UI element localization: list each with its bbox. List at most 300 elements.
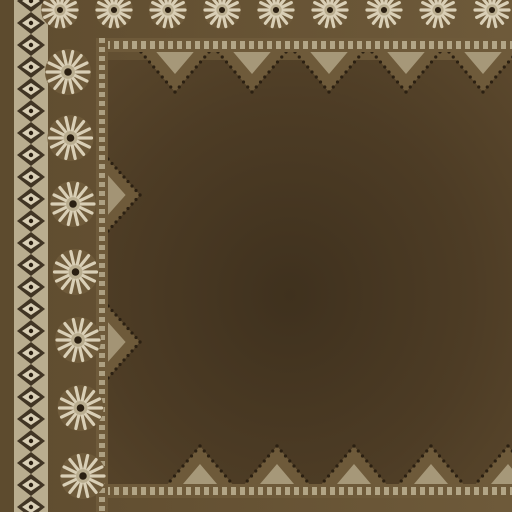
tooth-dot bbox=[442, 459, 445, 462]
tooth-dot bbox=[456, 60, 459, 63]
tooth-dot bbox=[464, 70, 467, 73]
stripe-stitch bbox=[99, 227, 105, 232]
stripe-stitch bbox=[99, 119, 105, 124]
tooth-dot bbox=[392, 75, 395, 78]
side-tooth-dot bbox=[130, 331, 133, 334]
stripe-stitch bbox=[99, 101, 105, 106]
stripe-stitch bbox=[348, 41, 353, 49]
side-tooth-dot bbox=[138, 340, 141, 343]
tooth-dot bbox=[489, 464, 492, 467]
tooth-dot bbox=[430, 60, 433, 63]
tooth-dot bbox=[173, 90, 176, 93]
stripe-stitch bbox=[474, 487, 479, 495]
tooth-dot bbox=[250, 90, 253, 93]
tooth-dot bbox=[340, 459, 343, 462]
tooth-dot bbox=[460, 65, 463, 68]
tooth-dot bbox=[349, 65, 352, 68]
tooth-dot bbox=[190, 454, 193, 457]
stripe-stitch bbox=[99, 506, 105, 511]
rosette-center bbox=[381, 7, 387, 13]
side-tooth-dot bbox=[126, 354, 129, 357]
tooth-dot bbox=[485, 469, 488, 472]
tooth-dot bbox=[148, 60, 151, 63]
rosette-center bbox=[219, 7, 225, 13]
tooth-dot bbox=[272, 65, 275, 68]
lattice-dot bbox=[29, 21, 33, 25]
stripe-stitch bbox=[99, 497, 105, 502]
side-tooth-dot bbox=[134, 345, 137, 348]
tooth-dot bbox=[229, 65, 232, 68]
rosette-center bbox=[489, 7, 495, 13]
tooth-dot bbox=[173, 474, 176, 477]
tooth-dot bbox=[434, 449, 437, 452]
side-tooth-dot bbox=[110, 309, 113, 312]
stripe-stitch bbox=[303, 487, 308, 495]
stripe-stitch bbox=[168, 487, 173, 495]
tooth-dot bbox=[297, 469, 300, 472]
side-tooth-dot bbox=[130, 202, 133, 205]
tooth-dot bbox=[199, 60, 202, 63]
tooth-dot bbox=[396, 80, 399, 83]
tooth-dot bbox=[353, 60, 356, 63]
stripe-stitch bbox=[393, 487, 398, 495]
rosette-center bbox=[435, 7, 441, 13]
tooth-dot bbox=[225, 60, 228, 63]
side-tooth-dot bbox=[118, 363, 121, 366]
tooth-dot bbox=[178, 85, 181, 88]
stripe-stitch bbox=[420, 487, 425, 495]
stripe-stitch bbox=[420, 41, 425, 49]
rosette-center bbox=[77, 404, 85, 412]
tooth-dot bbox=[319, 80, 322, 83]
stripe-stitch bbox=[312, 41, 317, 49]
tooth-dot bbox=[220, 469, 223, 472]
stripe-stitch bbox=[393, 41, 398, 49]
tooth-dot bbox=[382, 479, 385, 482]
tooth-dot bbox=[387, 70, 390, 73]
tooth-dot bbox=[280, 449, 283, 452]
stripe-stitch bbox=[222, 41, 227, 49]
lattice-dot bbox=[29, 219, 33, 223]
tooth-dot bbox=[459, 479, 462, 482]
tooth-dot bbox=[246, 479, 249, 482]
tooth-dot bbox=[228, 479, 231, 482]
tooth-dot bbox=[383, 65, 386, 68]
stripe-stitch bbox=[99, 92, 105, 97]
side-tooth-dot bbox=[134, 189, 137, 192]
stripe-stitch bbox=[99, 443, 105, 448]
rosette-center bbox=[74, 336, 82, 344]
stripe-stitch bbox=[99, 200, 105, 205]
tooth-dot bbox=[258, 464, 261, 467]
stripe-stitch bbox=[99, 182, 105, 187]
tooth-dot bbox=[335, 464, 338, 467]
stripe-stitch bbox=[99, 254, 105, 259]
tooth-dot bbox=[301, 474, 304, 477]
tooth-dot bbox=[378, 474, 381, 477]
tooth-dot bbox=[280, 55, 283, 58]
stripe-stitch bbox=[99, 299, 105, 304]
tooth-dot bbox=[238, 75, 241, 78]
stripe-stitch bbox=[357, 41, 362, 49]
stripe-stitch bbox=[99, 425, 105, 430]
stripe-stitch bbox=[330, 487, 335, 495]
stripe-stitch bbox=[348, 487, 353, 495]
stripe-stitch bbox=[186, 487, 191, 495]
tooth-dot bbox=[182, 80, 185, 83]
stripe-stitch bbox=[99, 83, 105, 88]
stripe-stitch bbox=[384, 487, 389, 495]
stripe-stitch bbox=[456, 41, 461, 49]
stripe-stitch bbox=[204, 41, 209, 49]
stripe-stitch bbox=[204, 487, 209, 495]
tooth-dot bbox=[165, 80, 168, 83]
tooth-dot bbox=[365, 459, 368, 462]
stripe-stitch bbox=[141, 487, 146, 495]
stripe-stitch bbox=[501, 487, 506, 495]
rosette-top-row bbox=[41, 0, 511, 29]
stripe-stitch bbox=[99, 137, 105, 142]
rosette-center bbox=[69, 200, 77, 208]
tooth-dot bbox=[288, 459, 291, 462]
lattice-dot bbox=[29, 87, 33, 91]
stripe-stitch bbox=[99, 389, 105, 394]
stripe-stitch bbox=[99, 56, 105, 61]
stripe-stitch bbox=[411, 41, 416, 49]
lattice-dot bbox=[29, 307, 33, 311]
stripe-stitch bbox=[438, 41, 443, 49]
stripe-stitch bbox=[429, 41, 434, 49]
tooth-dot bbox=[400, 479, 403, 482]
stripe-stitch bbox=[339, 487, 344, 495]
lattice-dot bbox=[29, 395, 33, 399]
tooth-dot bbox=[408, 469, 411, 472]
stripe-stitch bbox=[411, 487, 416, 495]
tooth-dot bbox=[357, 55, 360, 58]
tooth-dot bbox=[224, 474, 227, 477]
tooth-dot bbox=[507, 60, 510, 63]
rosette-center bbox=[57, 7, 63, 13]
tooth-dot bbox=[331, 469, 334, 472]
rosette-center bbox=[67, 134, 75, 142]
lattice-dot bbox=[29, 153, 33, 157]
stripe-stitch bbox=[99, 65, 105, 70]
lattice-dot bbox=[29, 175, 33, 179]
lattice-dot bbox=[29, 109, 33, 113]
tooth-dot bbox=[207, 454, 210, 457]
stripe-stitch bbox=[114, 487, 119, 495]
tooth-dot bbox=[152, 65, 155, 68]
side-tooth-dot bbox=[114, 220, 117, 223]
stripe-stitch bbox=[123, 41, 128, 49]
stripe-stitch bbox=[294, 41, 299, 49]
stripe-stitch bbox=[99, 326, 105, 331]
stripe-stitch bbox=[267, 487, 272, 495]
tooth-dot bbox=[242, 80, 245, 83]
stripe-stitch bbox=[159, 487, 164, 495]
tooth-dot bbox=[481, 90, 484, 93]
tooth-dot bbox=[233, 70, 236, 73]
stripe-stitch bbox=[99, 236, 105, 241]
tooth-dot bbox=[310, 70, 313, 73]
tooth-dot bbox=[263, 459, 266, 462]
tooth-dot bbox=[267, 454, 270, 457]
stripe-stitch bbox=[195, 41, 200, 49]
tooth-dot bbox=[275, 444, 278, 447]
stripe-stitch bbox=[99, 290, 105, 295]
lattice-dot bbox=[29, 373, 33, 377]
stripe-stitch bbox=[492, 41, 497, 49]
stripe-stitch bbox=[213, 41, 218, 49]
tooth-dot bbox=[426, 65, 429, 68]
side-tooth-dot bbox=[114, 367, 117, 370]
stripe-stitch bbox=[177, 487, 182, 495]
rosette-center bbox=[72, 268, 80, 276]
stripe-stitch bbox=[339, 41, 344, 49]
stripe-stitch bbox=[366, 487, 371, 495]
stripe-stitch bbox=[501, 41, 506, 49]
lattice-dot bbox=[29, 329, 33, 333]
tooth-dot bbox=[502, 449, 505, 452]
tooth-dot bbox=[361, 454, 364, 457]
tooth-dot bbox=[498, 70, 501, 73]
stripe-stitch bbox=[492, 487, 497, 495]
side-tooth-dot bbox=[122, 175, 125, 178]
side-tooth-dot bbox=[122, 322, 125, 325]
lattice-dot bbox=[29, 65, 33, 69]
rosette-center bbox=[79, 472, 87, 480]
stripe-stitch bbox=[357, 487, 362, 495]
stripe-stitch bbox=[132, 41, 137, 49]
outer-left-strip bbox=[0, 0, 14, 512]
side-tooth-dot bbox=[110, 162, 113, 165]
tooth-dot bbox=[161, 75, 164, 78]
tooth-dot bbox=[323, 479, 326, 482]
stripe-stitch bbox=[141, 41, 146, 49]
stripe-stitch bbox=[99, 245, 105, 250]
lattice-dot bbox=[29, 351, 33, 355]
tooth-dot bbox=[469, 75, 472, 78]
tooth-dot bbox=[254, 469, 257, 472]
stripe-stitch bbox=[99, 353, 105, 358]
side-tooth-dot bbox=[118, 318, 121, 321]
stripe-stitch bbox=[159, 41, 164, 49]
tooth-dot bbox=[315, 75, 318, 78]
tooth-dot bbox=[327, 90, 330, 93]
tooth-dot bbox=[190, 70, 193, 73]
tooth-dot bbox=[348, 449, 351, 452]
stripe-stitch bbox=[258, 487, 263, 495]
tooth-dot bbox=[306, 65, 309, 68]
tooth-dot bbox=[271, 449, 274, 452]
tooth-dot bbox=[494, 75, 497, 78]
tooth-dot bbox=[438, 454, 441, 457]
stripe-stitch bbox=[99, 434, 105, 439]
tooth-dot bbox=[298, 55, 301, 58]
tooth-dot bbox=[417, 75, 420, 78]
rosette-center bbox=[165, 7, 171, 13]
rosette-center bbox=[327, 7, 333, 13]
stripe-stitch bbox=[474, 41, 479, 49]
tooth-dot bbox=[486, 85, 489, 88]
tooth-dot bbox=[503, 65, 506, 68]
side-tooth-dot bbox=[118, 216, 121, 219]
stripe-stitch bbox=[150, 41, 155, 49]
side-tooth-dot bbox=[126, 180, 129, 183]
stripe-stitch bbox=[99, 38, 105, 43]
stripe-stitch bbox=[249, 487, 254, 495]
side-tooth-dot bbox=[126, 327, 129, 330]
tooth-dot bbox=[267, 70, 270, 73]
tooth-dot bbox=[186, 459, 189, 462]
tooth-dot bbox=[250, 474, 253, 477]
tooth-dot bbox=[195, 65, 198, 68]
stripe-stitch bbox=[177, 41, 182, 49]
stripe-stitch bbox=[99, 281, 105, 286]
tooth-dot bbox=[421, 70, 424, 73]
stripe-stitch bbox=[249, 41, 254, 49]
tooth-dot bbox=[374, 469, 377, 472]
stripe-stitch bbox=[321, 41, 326, 49]
side-tooth-dot bbox=[114, 313, 117, 316]
stripe-stitch bbox=[123, 487, 128, 495]
tooth-dot bbox=[169, 479, 172, 482]
tooth-dot bbox=[255, 85, 258, 88]
tooth-dot bbox=[211, 459, 214, 462]
tooth-dot bbox=[412, 464, 415, 467]
side-tooth-dot bbox=[130, 184, 133, 187]
stripe-stitch bbox=[312, 487, 317, 495]
tooth-dot bbox=[352, 444, 355, 447]
rosette-center bbox=[111, 7, 117, 13]
stripe-stitch bbox=[447, 41, 452, 49]
stripe-stitch bbox=[99, 74, 105, 79]
tooth-dot bbox=[455, 474, 458, 477]
side-tooth-dot bbox=[114, 166, 117, 169]
tooth-dot bbox=[425, 449, 428, 452]
stripe-stitch bbox=[99, 362, 105, 367]
tooth-dot bbox=[340, 75, 343, 78]
stripe-stitch bbox=[465, 487, 470, 495]
stripe-stitch bbox=[99, 110, 105, 115]
stripe-stitch bbox=[438, 487, 443, 495]
lattice-dot bbox=[29, 197, 33, 201]
top-stripe-band bbox=[96, 38, 512, 52]
side-tooth-dot bbox=[134, 198, 137, 201]
tooth-dot bbox=[186, 75, 189, 78]
stripe-stitch bbox=[213, 487, 218, 495]
tooth-dot bbox=[327, 474, 330, 477]
stripe-stitch bbox=[402, 487, 407, 495]
tooth-dot bbox=[369, 464, 372, 467]
tooth-dot bbox=[246, 85, 249, 88]
tooth-dot bbox=[203, 55, 206, 58]
tooth-dot bbox=[417, 459, 420, 462]
tooth-dot bbox=[404, 90, 407, 93]
tooth-dot bbox=[477, 479, 480, 482]
stripe-stitch bbox=[99, 128, 105, 133]
tooth-dot bbox=[400, 85, 403, 88]
tooth-dot bbox=[169, 85, 172, 88]
tooth-dot bbox=[409, 85, 412, 88]
stripe-stitch bbox=[99, 263, 105, 268]
tooth-dot bbox=[379, 60, 382, 63]
tooth-dot bbox=[276, 60, 279, 63]
stripe-stitch bbox=[99, 47, 105, 52]
tooth-dot bbox=[506, 444, 509, 447]
stripe-stitch bbox=[384, 41, 389, 49]
tooth-dot bbox=[302, 60, 305, 63]
tooth-dot bbox=[452, 55, 455, 58]
tooth-dot bbox=[221, 55, 224, 58]
tooth-dot bbox=[284, 454, 287, 457]
lattice-dot bbox=[29, 285, 33, 289]
stripe-stitch bbox=[366, 41, 371, 49]
tooth-dot bbox=[177, 469, 180, 472]
side-tooth-dot bbox=[122, 358, 125, 361]
rosette-center bbox=[273, 7, 279, 13]
tooth-dot bbox=[429, 444, 432, 447]
side-tooth-dot bbox=[110, 225, 113, 228]
tooth-dot bbox=[263, 75, 266, 78]
tooth-dot bbox=[344, 70, 347, 73]
stripe-stitch bbox=[375, 487, 380, 495]
stripe-stitch bbox=[303, 41, 308, 49]
rosette-center bbox=[64, 68, 72, 76]
stripe-stitch bbox=[285, 41, 290, 49]
side-tooth-dot bbox=[134, 336, 137, 339]
tooth-dot bbox=[477, 85, 480, 88]
side-tooth-dot bbox=[118, 171, 121, 174]
tooth-dot bbox=[375, 55, 378, 58]
lattice-dot bbox=[29, 483, 33, 487]
stripe-stitch bbox=[240, 41, 245, 49]
tooth-dot bbox=[336, 80, 339, 83]
tooth-dot bbox=[481, 474, 484, 477]
stripe-stitch bbox=[483, 487, 488, 495]
tooth-dot bbox=[421, 454, 424, 457]
stripe-stitch bbox=[375, 41, 380, 49]
bottom-stripe-band bbox=[96, 484, 512, 498]
tooth-dot bbox=[446, 464, 449, 467]
stripe-stitch bbox=[195, 487, 200, 495]
tooth-dot bbox=[259, 80, 262, 83]
tooth-dot bbox=[357, 449, 360, 452]
lattice-dot bbox=[29, 439, 33, 443]
lattice-dot bbox=[29, 43, 33, 47]
stripe-stitch bbox=[99, 380, 105, 385]
side-tooth-dot bbox=[122, 211, 125, 214]
stripe-stitch bbox=[99, 272, 105, 277]
tooth-dot bbox=[292, 464, 295, 467]
stripe-stitch bbox=[285, 487, 290, 495]
stripe-stitch bbox=[240, 487, 245, 495]
stripe-stitch bbox=[99, 317, 105, 322]
tooth-dot bbox=[498, 454, 501, 457]
tooth-dot bbox=[404, 474, 407, 477]
lattice-dot bbox=[29, 131, 33, 135]
stripe-stitch bbox=[222, 487, 227, 495]
tooth-dot bbox=[332, 85, 335, 88]
stripe-stitch bbox=[150, 487, 155, 495]
stripe-stitch bbox=[447, 487, 452, 495]
side-tooth-dot bbox=[130, 349, 133, 352]
stripe-stitch bbox=[276, 41, 281, 49]
tooth-dot bbox=[198, 444, 201, 447]
tooth-dot bbox=[451, 469, 454, 472]
side-tooth-dot bbox=[110, 372, 113, 375]
stripe-stitch bbox=[132, 487, 137, 495]
